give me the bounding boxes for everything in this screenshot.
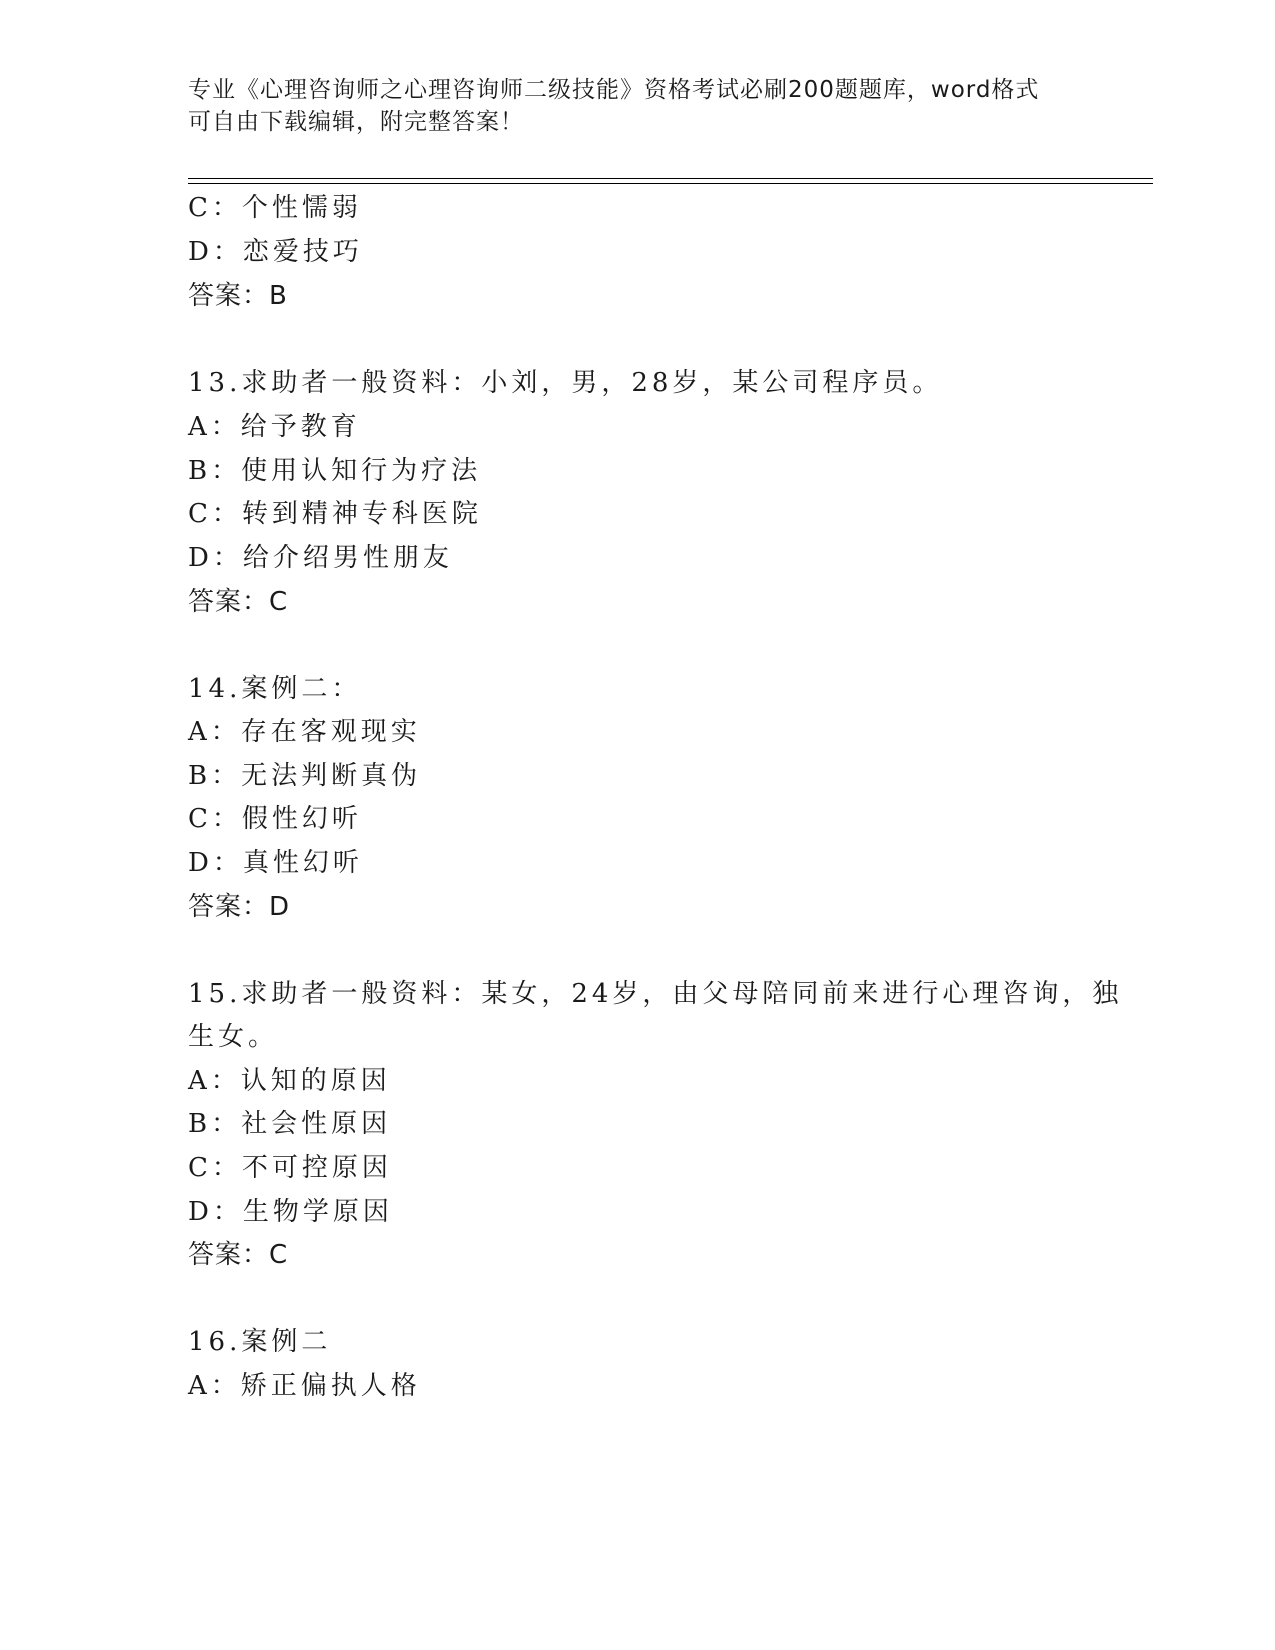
q13-stem: 13.求助者一般资料：小刘，男，28岁，某公司程序员。 bbox=[188, 368, 943, 398]
q12-answer: 答案：B bbox=[188, 281, 288, 311]
q12-option-c: C：个性懦弱 bbox=[188, 193, 362, 223]
q15-answer: 答案：C bbox=[188, 1240, 289, 1270]
header-divider-top bbox=[188, 178, 1153, 179]
q12-option-d: D：恋爱技巧 bbox=[188, 237, 363, 267]
q15-stem-line-2: 生女。 bbox=[188, 1022, 279, 1052]
header-line-1: 专业《心理咨询师之心理咨询师二级技能》资格考试必刷200题题库，word格式 bbox=[188, 77, 1040, 103]
q13-option-c: C：转到精神专科医院 bbox=[188, 499, 482, 529]
q14-stem: 14.案例二： bbox=[188, 674, 362, 704]
header-line-2: 可自由下载编辑，附完整答案！ bbox=[188, 109, 524, 135]
q14-option-a: A：存在客观现实 bbox=[188, 717, 421, 747]
q13-answer: 答案：C bbox=[188, 587, 289, 617]
q13-option-b: B：使用认知行为疗法 bbox=[188, 456, 482, 486]
q16-stem: 16.案例二 bbox=[188, 1327, 332, 1357]
q15-option-c: C：不可控原因 bbox=[188, 1153, 392, 1183]
q13-option-a: A：给予教育 bbox=[188, 412, 361, 442]
q14-option-b: B：无法判断真伪 bbox=[188, 761, 422, 791]
header-divider-bottom bbox=[188, 183, 1153, 184]
q14-answer: 答案：D bbox=[188, 892, 291, 922]
q15-option-b: B：社会性原因 bbox=[188, 1109, 392, 1139]
q16-option-a: A：矫正偏执人格 bbox=[188, 1371, 421, 1401]
q15-option-d: D：生物学原因 bbox=[188, 1197, 393, 1227]
document-header bbox=[188, 74, 1088, 138]
q14-option-d: D：真性幻听 bbox=[188, 848, 363, 878]
q15-option-a: A：认知的原因 bbox=[188, 1066, 391, 1096]
q15-stem-line-1: 15.求助者一般资料：某女，24岁，由父母陪同前来进行心理咨询，独 bbox=[188, 979, 1123, 1009]
q13-option-d: D：给介绍男性朋友 bbox=[188, 543, 453, 573]
q14-option-c: C：假性幻听 bbox=[188, 804, 362, 834]
